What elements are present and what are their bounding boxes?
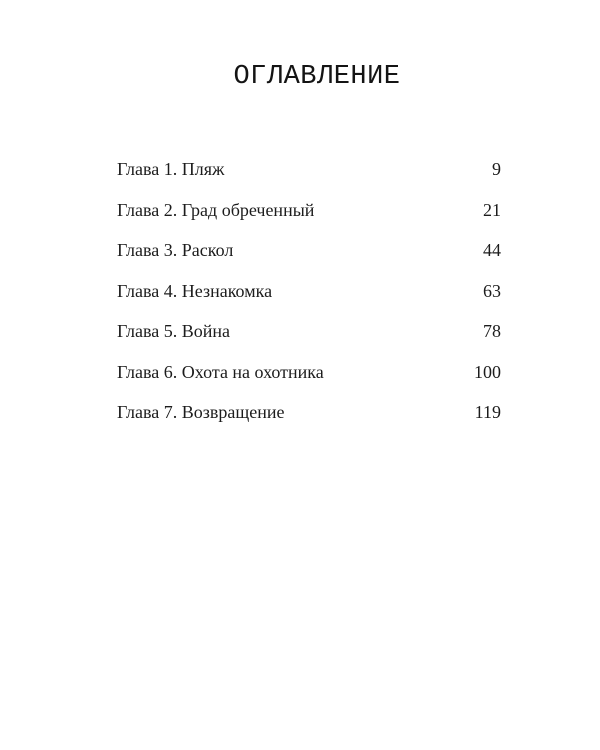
toc-page-number: 21 xyxy=(483,199,501,220)
toc-entry xyxy=(117,158,501,199)
toc-chapter-title: Глава 2. Град обреченный xyxy=(117,199,315,220)
toc-chapter-title: Глава 6. Охота на охотника xyxy=(117,361,324,382)
toc-entry xyxy=(117,401,501,442)
toc-entry xyxy=(117,239,501,280)
toc-chapter-title: Глава 7. Возвращение xyxy=(117,402,285,422)
toc-list xyxy=(117,158,501,442)
toc-page-number: 100 xyxy=(474,361,501,382)
toc-chapter-title: Глава 5. Война xyxy=(117,321,231,341)
toc-title: ОГЛАВЛЕНИЕ xyxy=(233,62,401,92)
toc-page-number: 78 xyxy=(483,321,501,341)
toc-entry xyxy=(117,280,501,321)
toc-page-number: 9 xyxy=(492,159,501,179)
toc-entry xyxy=(117,361,501,402)
toc-page-number: 44 xyxy=(483,240,501,260)
toc-chapter-title: Глава 4. Незнакомка xyxy=(117,280,273,301)
toc-chapter-title: Глава 3. Раскол xyxy=(117,240,234,260)
toc-page-number: 63 xyxy=(483,280,501,301)
toc-page-number: 119 xyxy=(474,402,501,422)
toc-entry xyxy=(117,199,501,240)
toc-entry xyxy=(117,320,501,361)
toc-chapter-title: Глава 1. Пляж xyxy=(117,159,225,179)
